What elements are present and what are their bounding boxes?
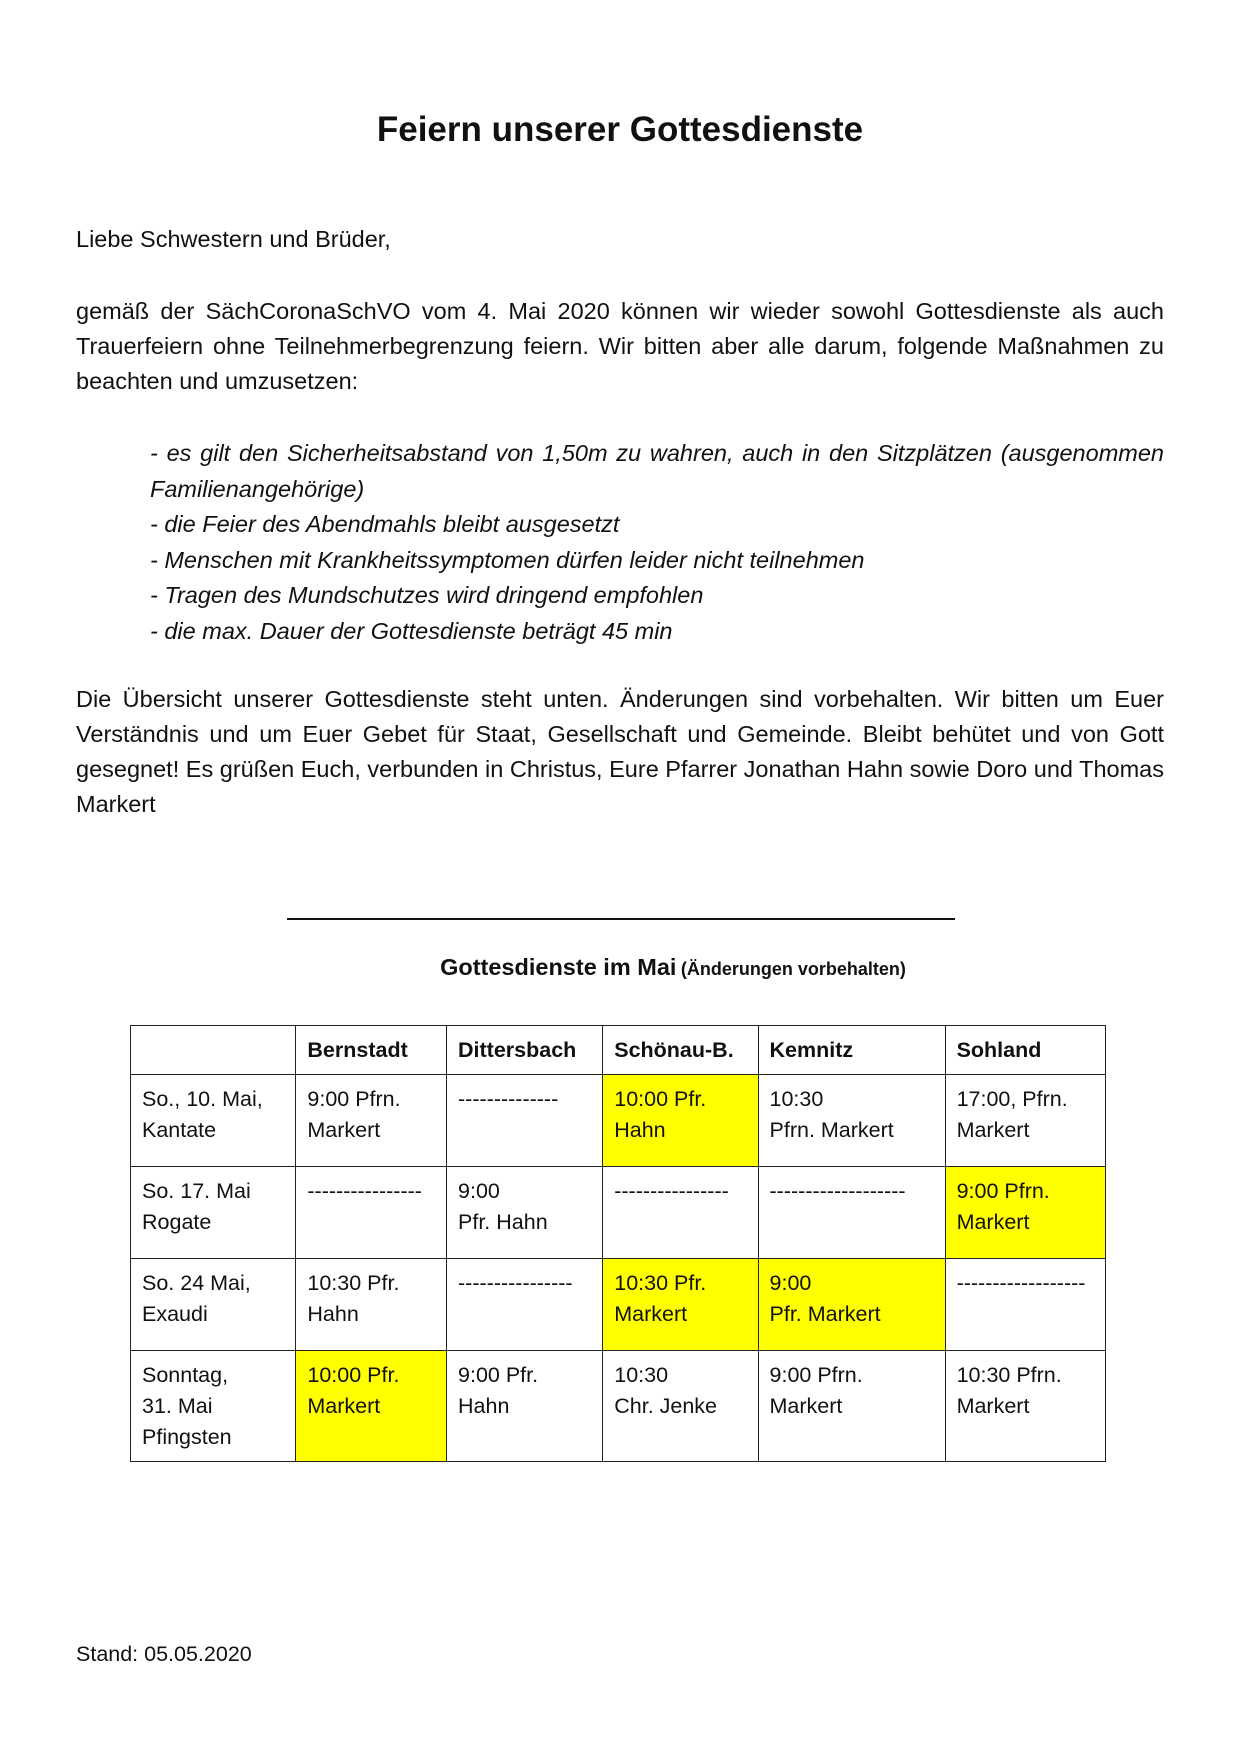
service-cell — [447, 1351, 603, 1462]
salutation: Liebe Schwestern und Brüder, — [76, 226, 391, 252]
service-cell — [603, 1351, 758, 1462]
cell-line: 10:30 — [769, 1087, 824, 1111]
table-heading-main: Gottesdienste im Mai — [440, 954, 677, 980]
cell-line: 10:30 Pfr. — [614, 1271, 707, 1295]
service-cell — [945, 1351, 1105, 1462]
service-cell — [758, 1259, 945, 1351]
service-cell — [603, 1259, 758, 1351]
cell-line: ------------------ — [956, 1271, 1086, 1295]
cell-line: Markert — [956, 1210, 1030, 1234]
cell-line: Rogate — [142, 1210, 212, 1234]
date-cell — [131, 1259, 296, 1351]
header-cell-kemnitz: Kemnitz — [758, 1026, 945, 1075]
service-cell — [296, 1351, 447, 1462]
table-row — [131, 1167, 1106, 1259]
service-cell — [758, 1351, 945, 1462]
schedule-header-row — [131, 1026, 1106, 1075]
cell-line: Markert — [956, 1394, 1030, 1418]
service-cell — [447, 1167, 603, 1259]
cell-line: 10:00 Pfr. — [614, 1087, 707, 1111]
divider-line — [287, 918, 955, 920]
service-cell — [758, 1167, 945, 1259]
service-cell — [296, 1167, 447, 1259]
date-cell — [131, 1351, 296, 1462]
cell-line: 10:30 Pfrn. — [956, 1363, 1062, 1387]
closing-paragraph: Die Übersicht unserer Gottesdienste steht unten. Änderungen sind vorbehalten. Wir bitten um Euer Verständnis und um Euer Gebet für Staat, Gesellschaft und Gemeinde. Bleibt behütet und von Gott gesegnet! Es grüßen Euch, verbunden in Christus, Eure Pfarrer Jonathan Hahn sowie Doro und Thomas Markert — [76, 686, 1164, 817]
table-heading-note: (Änderungen vorbehalten) — [680, 959, 906, 979]
cell-line: ---------------- — [307, 1179, 422, 1203]
cell-line: Pfrn. Markert — [769, 1118, 894, 1142]
header-cell-schönau-b: Schönau-B. — [603, 1026, 758, 1075]
table-row — [131, 1259, 1106, 1351]
header-cell-dittersbach: Dittersbach — [447, 1026, 603, 1075]
service-cell — [447, 1075, 603, 1167]
cell-line: 9:00 — [458, 1179, 500, 1203]
measure-item: - die Feier des Abendmahls bleibt ausgesetzt — [150, 511, 620, 537]
cell-line: -------------- — [458, 1087, 559, 1111]
cell-line: 10:30 Pfr. — [307, 1271, 400, 1295]
service-cell — [447, 1259, 603, 1351]
cell-line: So., 10. Mai, — [142, 1087, 263, 1111]
cell-line: So. 17. Mai — [142, 1179, 251, 1203]
schedule-table — [130, 1025, 1106, 1462]
cell-line: Hahn — [458, 1394, 510, 1418]
cell-line: 9:00 Pfr. — [458, 1363, 539, 1387]
cell-line: 9:00 Pfrn. — [956, 1179, 1050, 1203]
cell-line: 10:30 — [614, 1363, 669, 1387]
cell-line: 9:00 Pfrn. — [307, 1087, 401, 1111]
table-row — [131, 1075, 1106, 1167]
footer-date: Stand: 05.05.2020 — [76, 1642, 252, 1666]
service-cell — [945, 1075, 1105, 1167]
cell-line: Kantate — [142, 1118, 217, 1142]
measure-item: - Tragen des Mundschutzes wird dringend empfohlen — [150, 582, 704, 608]
cell-line: Markert — [307, 1118, 381, 1142]
cell-line: 17:00, Pfrn. — [956, 1087, 1068, 1111]
service-cell — [296, 1075, 447, 1167]
cell-line: Pfr. Hahn — [458, 1210, 548, 1234]
service-cell — [296, 1259, 447, 1351]
measure-item: - Menschen mit Krankheitssymptomen dürfen leider nicht teilnehmen — [150, 546, 865, 573]
service-cell — [945, 1167, 1105, 1259]
cell-line: So. 24 Mai, — [142, 1271, 251, 1295]
cell-line: ------------------- — [769, 1179, 906, 1203]
schedule-body — [131, 1075, 1106, 1462]
cell-line: Hahn — [307, 1302, 359, 1326]
intro-paragraph: gemäß der SächCoronaSchVO vom 4. Mai 2020 können wir wieder sowohl Gottesdienste als auch Trauerfeiern ohne Teilnehmerbegrenzung feiern. Wir bitten aber alle darum, folgende Maßnahmen zu beachten und umzusetzen: — [76, 298, 1164, 394]
cell-line: Markert — [956, 1118, 1030, 1142]
service-cell — [945, 1259, 1105, 1351]
cell-line: Hahn — [614, 1118, 666, 1142]
page-title: Feiern unserer Gottesdienste — [376, 110, 864, 149]
measure-item: - es gilt den Sicherheitsabstand von 1,50m zu wahren, auch in den Sitzplätzen (ausgenommen Familienangehörige) — [150, 440, 1164, 502]
cell-line: Pfingsten — [142, 1425, 232, 1449]
cell-line: Sonntag, — [142, 1363, 229, 1387]
cell-line: 31. Mai — [142, 1394, 213, 1418]
measures-list — [150, 436, 1164, 649]
cell-line: Chr. Jenke — [614, 1394, 718, 1418]
cell-line: ---------------- — [614, 1179, 729, 1203]
service-cell — [603, 1075, 758, 1167]
measure-item: - die max. Dauer der Gottesdienste beträgt 45 min — [150, 617, 673, 644]
table-row — [131, 1351, 1106, 1462]
cell-line: Exaudi — [142, 1302, 208, 1326]
cell-line: 10:00 Pfr. — [307, 1363, 400, 1387]
date-cell — [131, 1167, 296, 1259]
service-cell — [603, 1167, 758, 1259]
header-cell-bernstadt: Bernstadt — [296, 1026, 447, 1075]
cell-line: Pfr. Markert — [769, 1302, 881, 1326]
cell-line: 9:00 Pfrn. — [769, 1363, 863, 1387]
cell-line: ---------------- — [458, 1271, 573, 1295]
cell-line: 9:00 — [769, 1271, 812, 1295]
service-cell — [758, 1075, 945, 1167]
cell-line: Markert — [614, 1302, 688, 1326]
date-cell — [131, 1075, 296, 1167]
table-heading — [0, 954, 1240, 981]
cell-line: Markert — [307, 1394, 381, 1418]
cell-line: Markert — [769, 1394, 843, 1418]
header-cell-sohland: Sohland — [945, 1026, 1105, 1075]
header-cell-date — [131, 1026, 296, 1075]
